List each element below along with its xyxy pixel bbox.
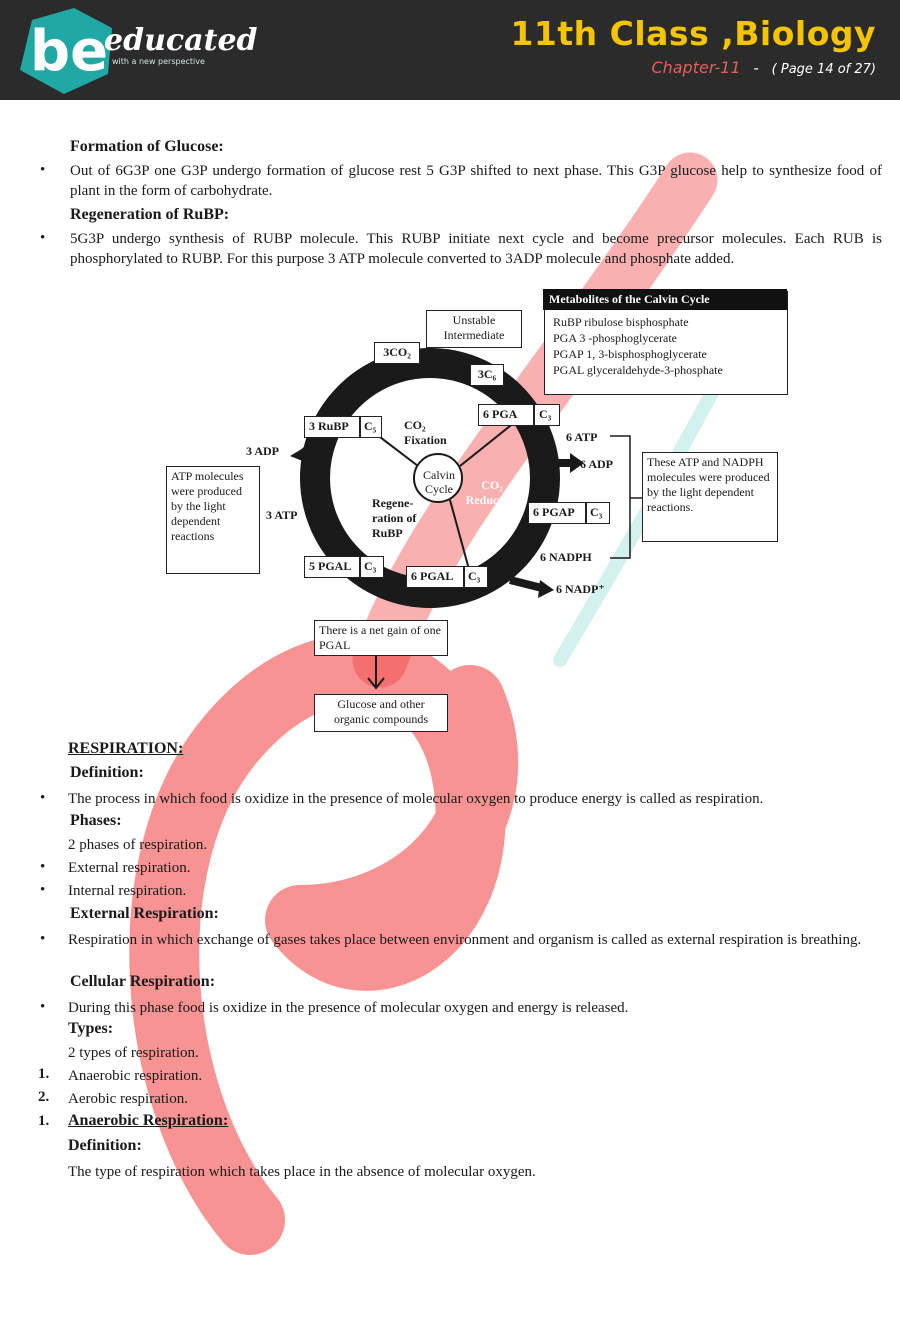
co2-reduction-label: CO₂ Reduction: [465, 478, 519, 507]
external-heading: External Respiration:: [70, 905, 219, 922]
bullet-icon: •: [40, 931, 46, 947]
svg-text:with a new perspective: with a new perspective: [112, 57, 205, 66]
metabolite-item: PGAP 1, 3-bisphosphoglycerate: [553, 347, 707, 361]
list-number: 1.: [38, 1113, 50, 1129]
chapter-separator: -: [753, 59, 759, 77]
glucose-heading: Formation of Glucose:: [70, 138, 224, 155]
bullet-icon: •: [40, 790, 46, 806]
calvin-cycle-label: Calvin Cycle: [423, 468, 455, 496]
phases-text: 2 phases of respiration.: [68, 837, 208, 853]
bullet-icon: •: [40, 162, 46, 178]
pgal6-carbon-box: C₃: [464, 566, 488, 588]
chapter-label: Chapter-11: [651, 58, 741, 77]
nadph6-label: 6 NADPH: [540, 550, 592, 564]
c6-box: 3C₆: [470, 364, 504, 386]
metabolites-box: [544, 291, 788, 395]
phase-item: External respiration.: [68, 860, 191, 876]
list-number: 2.: [38, 1089, 50, 1105]
atp6-label: 6 ATP: [566, 430, 598, 444]
anaerobic-definition-heading: Definition:: [68, 1137, 142, 1154]
types-text: 2 types of respiration.: [68, 1045, 199, 1061]
glucose-box: Glucose and other organic compounds: [314, 694, 448, 732]
svg-text:educated: educated: [104, 23, 258, 58]
metabolite-item: RuBP ribulose bisphosphate: [553, 315, 689, 329]
bullet-icon: •: [40, 999, 46, 1015]
type-item: Anaerobic respiration.: [68, 1068, 203, 1084]
page-title: 11th Class ,Biology: [510, 14, 876, 53]
definition-heading: Definition:: [70, 764, 144, 781]
pgap-carbon-box: C₃: [586, 502, 610, 524]
anaerobic-heading: Anaerobic Respiration:: [68, 1112, 229, 1129]
phase-item: Internal respiration.: [68, 883, 187, 899]
glucose-text: Out of 6G3P one G3P undergo formation of glucose rest 5 G3P shifted to next phase. This G3P glucose help to synthesize food of plant in the form of carbohydrate.: [70, 163, 882, 199]
respiration-heading: RESPIRATION:: [68, 740, 184, 757]
bullet-icon: •: [40, 230, 46, 246]
bullet-icon: •: [40, 882, 46, 898]
atp3-label: 3 ATP: [266, 508, 298, 522]
co2-fixation-label: CO₂ Fixation: [404, 418, 447, 447]
net-gain-box: There is a net gain of one PGAL: [314, 620, 448, 656]
co2-input-box: 3CO₂: [374, 342, 420, 364]
svg-text:be: be: [30, 19, 109, 84]
list-number: 1.: [38, 1066, 50, 1082]
cellular-text: During this phase food is oxidize in the presence of molecular oxygen and energy is released.: [68, 1000, 629, 1016]
pgal5-box: 5 PGAL: [304, 556, 360, 578]
nadp6-label: 6 NADP⁺: [556, 582, 605, 596]
rubp-box: 3 RuBP: [304, 416, 360, 438]
calvin-cycle-diagram: [160, 288, 800, 738]
metabolite-item: PGAL glyceraldehyde-3-phosphate: [553, 363, 723, 377]
phases-heading: Phases:: [70, 812, 122, 829]
adp3-label: 3 ADP: [246, 444, 279, 458]
rubp-heading: Regeneration of RuBP:: [70, 206, 230, 223]
pgap-box: 6 PGAP: [528, 502, 586, 524]
external-text: Respiration in which exchange of gases takes place between environment and organism is called as external respiration is breathing.: [68, 932, 862, 948]
pgal5-carbon-box: C₃: [360, 556, 384, 578]
rubp-carbon-box: C₅: [360, 416, 382, 438]
anaerobic-definition-text: The type of respiration which takes place in the absence of molecular oxygen.: [68, 1164, 536, 1180]
page-number: ( Page 14 of 27): [771, 62, 876, 77]
unstable-intermediate-box: Unstable Intermediate: [426, 310, 522, 348]
atp-note-right: These ATP and NADPH molecules were produced by the light dependent reactions.: [642, 452, 778, 542]
regeneration-label: Regene-ration of RuBP: [372, 496, 417, 540]
rubp-text: 5G3P undergo synthesis of RUBP molecule. This RUBP initiate next cycle and become precursor molecules. Each RUB is phosphorylated to RUBP. For this purpose 3 ATP molecule converted to 3ADP molecule and phosphate added.: [70, 231, 882, 267]
atp-note-left: ATP molecules were produced by the light dependent reactions: [166, 466, 260, 574]
pga-box: 6 PGA: [478, 404, 534, 426]
pga-carbon-box: C₃: [534, 404, 560, 426]
adp6-label: 6 ADP: [580, 457, 613, 471]
definition-text: The process in which food is oxidize in the presence of molecular oxygen to produce energy is called as respiration.: [68, 791, 764, 807]
bullet-icon: •: [40, 859, 46, 875]
metabolites-title: Metabolites of the Calvin Cycle: [543, 289, 787, 310]
metabolite-item: PGA 3 -phosphoglycerate: [553, 331, 677, 345]
pgal6-box: 6 PGAL: [406, 566, 464, 588]
types-heading: Types:: [68, 1020, 114, 1037]
cellular-heading: Cellular Respiration:: [70, 973, 216, 990]
type-item: Aerobic respiration.: [68, 1091, 188, 1107]
